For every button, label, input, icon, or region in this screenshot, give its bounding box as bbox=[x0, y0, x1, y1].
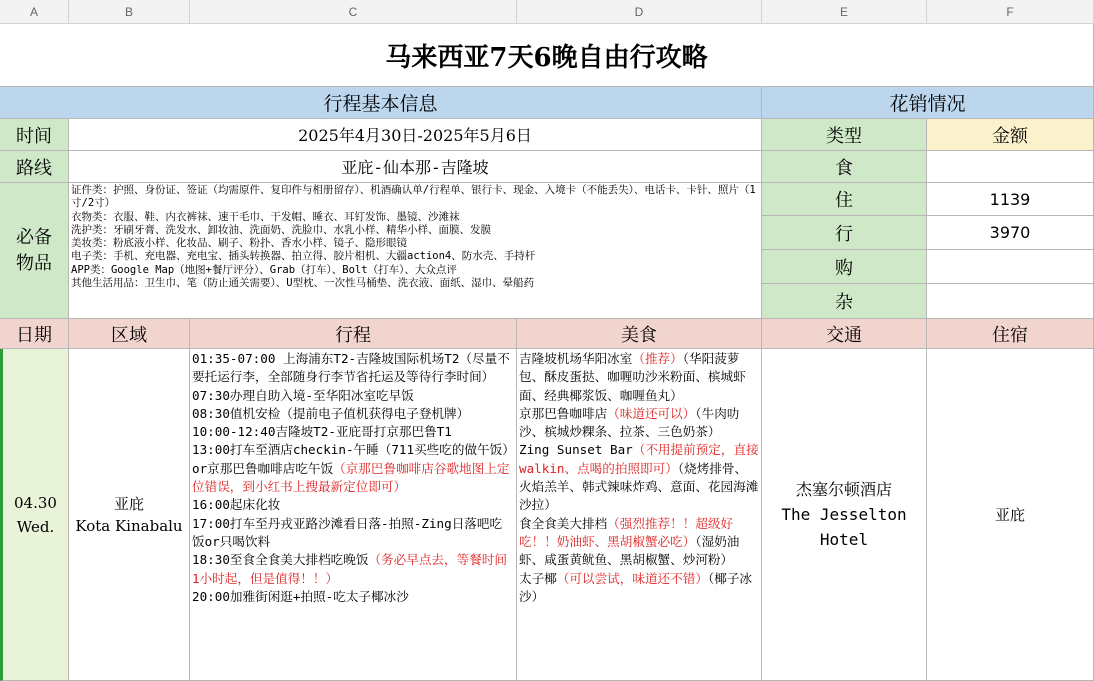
cost-amount-header[interactable]: 金额 bbox=[927, 119, 1094, 151]
itinerary-item: 10:00-12:40吉隆坡T2-亚庇哥打京那巴鲁T1 bbox=[192, 424, 452, 440]
cost-type-food[interactable]: 食 bbox=[762, 151, 927, 183]
itinerary-item: 18:30至食全食美大排档吃晚饭（务必早点去，等餐时间1小时起，但是值得！！） bbox=[192, 552, 507, 586]
itinerary-item: 17:00打车至丹戎亚路沙滩看日落-拍照-Zing日落吧吃饭or只喝饮料 bbox=[192, 515, 503, 549]
itinerary-item: 08:30值机安检（提前电子值机获得电子登机牌） bbox=[192, 405, 470, 421]
day1-area-cn: 亚庇 bbox=[113, 494, 144, 513]
day1-transport-cn: 杰塞尔顿酒店 bbox=[795, 480, 892, 499]
section-cost[interactable]: 花销情况 bbox=[762, 87, 1094, 119]
cost-type-header[interactable]: 类型 bbox=[762, 119, 927, 151]
cost-amount-shopping[interactable] bbox=[927, 250, 1094, 284]
cost-amount-misc[interactable] bbox=[927, 284, 1094, 319]
column-header-b[interactable]: B bbox=[69, 0, 190, 24]
cost-amount-food[interactable] bbox=[927, 151, 1094, 183]
day1-date: 04.30 bbox=[14, 493, 57, 512]
food-item: 京那巴鲁咖啡店（味道还可以）（牛肉叻沙、槟城炒粿条、拉茶、三色奶茶） bbox=[519, 405, 740, 440]
time-value[interactable]: 2025年4月30日-2025年5月6日 bbox=[69, 119, 762, 151]
essentials-list[interactable]: 证件类：护照、身份证、签证（均需原件、复印件与相册留存）、机酒确认单/行程单、银行卡、现金、入境卡（不能丢失）、电话卡、卡针、照片（1寸/2寸） 衣物类：衣服、鞋、内衣裤袜、速干毛巾、干发帽、睡衣、耳钉发饰、墨镜、沙滩袜 洗护类：牙刷牙膏、洗发水、卸妆油、洗面奶、洗脸巾、水乳小样、精华小样、面膜、发膜 美妆类：粉底液小样、化妆品、刷子、粉扑、香水小样、镜子、隐形眼镜 电子类：手机、充电器、充电宝、插头转换器、拍立得、胶片相机、大疆action4、防水壳、手持杆 APP类：Google Map（地图+餐厅评分）、Grab（打车）、Bolt（打车）、大众点评 其他生活用品：卫生巾、笔（防止通关需要）、U型枕、一次性马桶垫、洗衣液、面纸、湿巾、晕船药 bbox=[69, 183, 762, 319]
header-stay[interactable]: 住宿 bbox=[927, 319, 1094, 349]
cost-type-shopping[interactable]: 购 bbox=[762, 250, 927, 284]
day1-date-cell[interactable] bbox=[0, 349, 69, 681]
cost-type-stay[interactable]: 住 bbox=[762, 183, 927, 216]
day1-area-en: Kota Kinabalu bbox=[75, 516, 183, 535]
food-item: 食全食美大排档（强烈推荐！！超级好吃！！奶油虾、黑胡椒蟹必吃）（湿奶油虾、咸蛋黄鱿鱼、黑胡椒蟹、炒河粉） bbox=[519, 515, 740, 568]
day1-food-cell[interactable] bbox=[517, 349, 762, 681]
time-label[interactable]: 时间 bbox=[0, 119, 69, 151]
itinerary-item: 16:00起床化妆 bbox=[192, 497, 281, 513]
day1-stay-cell[interactable]: 亚庇 bbox=[927, 349, 1094, 681]
route-label[interactable]: 路线 bbox=[0, 151, 69, 183]
route-value[interactable]: 亚庇-仙本那-吉隆坡 bbox=[69, 151, 762, 183]
column-header-bar bbox=[0, 0, 1094, 24]
day1-weekday: Wed. bbox=[16, 517, 55, 536]
day1-itinerary-cell[interactable] bbox=[190, 349, 517, 681]
cost-amount-stay[interactable]: 1139 bbox=[927, 183, 1094, 216]
day1-transport-en: The Jesselton Hotel bbox=[781, 505, 907, 549]
header-itinerary[interactable]: 行程 bbox=[190, 319, 517, 349]
header-transport[interactable]: 交通 bbox=[762, 319, 927, 349]
header-area[interactable]: 区域 bbox=[69, 319, 190, 349]
column-header-c[interactable]: C bbox=[190, 0, 517, 24]
essentials-label[interactable]: 必备 物品 bbox=[0, 183, 69, 319]
column-header-f[interactable]: F bbox=[927, 0, 1094, 24]
food-item: 吉隆坡机场华阳冰室（推荐）（华阳菠萝包、酥皮蛋挞、咖喱叻沙米粉面、槟城虾面、经典椰浆饭、咖喱鱼丸） bbox=[519, 351, 746, 403]
cost-amount-transport[interactable]: 3970 bbox=[927, 216, 1094, 250]
sheet-title[interactable]: 马来西亚7天6晚自由行攻略 bbox=[0, 24, 1094, 87]
itinerary-item: 20:00加雅街闲逛+拍照-吃太子椰冰沙 bbox=[192, 588, 409, 604]
header-food[interactable]: 美食 bbox=[517, 319, 762, 349]
food-item: 太子椰（可以尝试，味道还不错）（椰子冰沙） bbox=[519, 570, 752, 604]
cost-type-transport[interactable]: 行 bbox=[762, 216, 927, 250]
header-date[interactable]: 日期 bbox=[0, 319, 69, 349]
column-header-a[interactable]: A bbox=[0, 0, 69, 24]
day1-area-cell[interactable] bbox=[69, 349, 190, 681]
itinerary-item: 07:30办理自助入境-至华阳冰室吃早饭 bbox=[192, 387, 414, 403]
food-item: Zing Sunset Bar（不用提前预定，直接walkin、点喝的拍照即可）（烧烤排骨、火焰羔羊、韩式辣味炸鸡、意面、花园海滩沙拉） bbox=[519, 442, 759, 513]
column-header-d[interactable]: D bbox=[517, 0, 762, 24]
section-basic-info[interactable]: 行程基本信息 bbox=[0, 87, 762, 119]
day1-transport-cell[interactable] bbox=[762, 349, 927, 681]
itinerary-item: 01:35-07:00 上海浦东T2-吉隆坡国际机场T2（尽量不要托运行李，全部随身行李节省托运及等待行李时间） bbox=[192, 351, 510, 385]
itinerary-item: 13:00打车至酒店checkin-午睡（711买些吃的做午饭）or京那巴鲁咖啡店吃午饭（京那巴鲁咖啡店谷歌地图上定位错误，到小红书上搜最新定位即可） bbox=[192, 442, 510, 495]
column-header-e[interactable]: E bbox=[762, 0, 927, 24]
cost-type-misc[interactable]: 杂 bbox=[762, 284, 927, 319]
